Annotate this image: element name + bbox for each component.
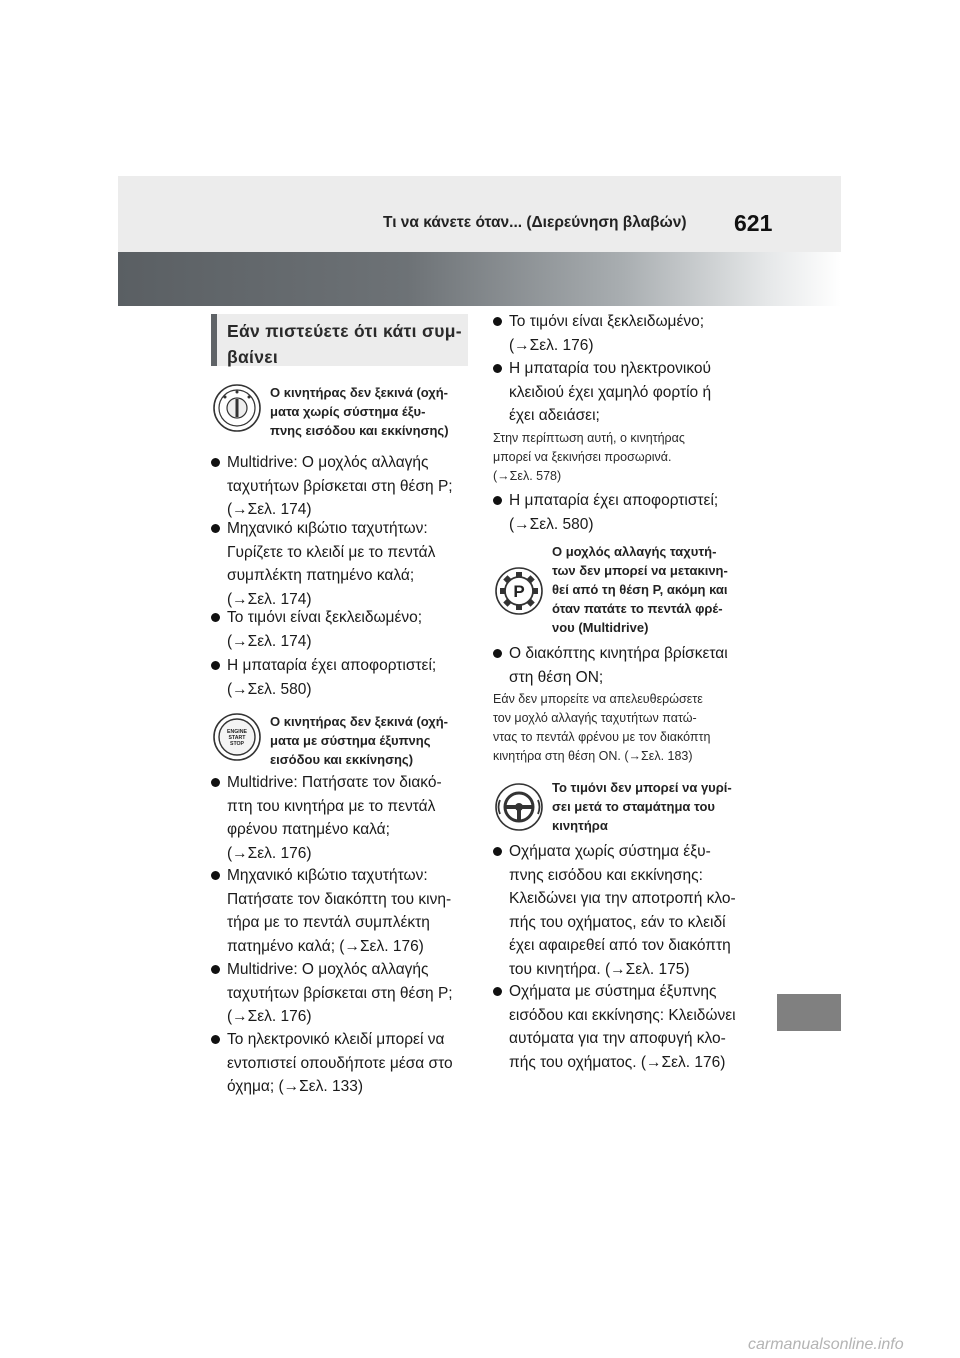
bullet-icon [493,847,502,856]
item-line: Μηχανικό κιβώτιο ταχυτήτων: [227,520,428,537]
item-line: Multidrive: Ο μοχλός αλλαγής [227,961,429,978]
item-line: ταχυτήτων βρίσκεται στη θέση P; [227,984,453,1002]
item-line: (→Σελ. 176) [227,1008,312,1025]
subheading-line: σει μετά το σταμάτημα του [552,799,715,814]
item-line: (→Σελ. 174) [227,590,312,608]
note-line: ντας το πεντάλ φρένου με τον διακόπτη [493,730,711,744]
item-line: Οχήματα χωρίς σύστημα έξυ- [509,843,711,860]
item-line: Η μπαταρία έχει αποφορτιστεί; [509,492,719,509]
item-line: (→Σελ. 176) [227,844,312,862]
item-line: αυτόματα για την αποφυγή κλο- [509,1030,726,1047]
note-line: μπορεί να ξεκινήσει προσωρινά. [493,450,672,464]
subheading-line: Ο κινητήρας δεν ξεκινά (οχή- [270,714,449,729]
section-heading-line2: βαίνει [227,347,279,367]
note-line: τον μοχλό αλλαγής ταχυτήτων πατώ- [493,711,697,725]
bullet-icon [211,965,220,974]
note-text [493,690,710,766]
gear-p-icon [494,566,544,616]
item-line: εισόδου και εκκίνησης: Κλειδώνει [509,1006,736,1024]
item-line: Η μπαταρία του ηλεκτρονικού [509,360,712,377]
subheading-line: όταν πατάτε το πεντάλ φρέ- [552,601,723,616]
item-line: έχει αφαιρεθεί από τον διακόπτη [509,937,731,954]
item-line: όχημα; (→Σελ. 133) [227,1078,364,1095]
bullet-icon [211,1035,220,1044]
button-text-start: START [228,735,246,741]
item-line: Multidrive: Πατήσατε τον διακό- [227,774,442,791]
item-line: πής του οχήματος, εάν το κλειδί [509,913,726,931]
item-line: Γυρίζετε το κλειδί με το πεντάλ [227,543,436,561]
subheading-steering-lock [494,778,759,838]
subheading-line: Ο μοχλός αλλαγής ταχυτή- [552,544,717,559]
item-line: Μηχανικό κιβώτιο ταχυτήτων: [227,867,428,884]
item-line: συμπλέκτη πατημένο καλά; [227,567,415,584]
subheading-line: πνης εισόδου και εκκίνησης) [270,423,449,438]
bullet-icon [493,649,502,658]
item-line: Το τιμόνι είναι ξεκλειδωμένο; [509,313,705,330]
item-line: (→Σελ. 176) [509,336,594,354]
note-line: (→Σελ. 578) [493,469,562,483]
item-line: Το ηλεκτρονικό κλειδί μπορεί να [227,1031,445,1048]
item-line: (→Σελ. 580) [509,515,594,533]
item-line: ταχυτήτων βρίσκεται στη θέση P; [227,477,453,495]
engine-start-stop-button-icon [212,712,262,762]
bullet-icon [211,458,220,467]
item-line: Κλειδώνει για την αποτροπή κλο- [509,890,736,907]
item-line: Οχήματα με σύστημα έξυπνης [509,983,717,1000]
note-line: Εάν δεν μπορείτε να απελευθερώσετε [493,692,703,706]
item-line: Πατήσατε τον διακόπτη του κινη- [227,890,452,908]
subheading-line: ματα χωρίς σύστημα έξυ- [270,404,426,419]
button-text-engine: ENGINE [227,729,247,735]
subheading-no-start-smart [212,712,472,772]
item-line: πτη του κινητήρα με το πεντάλ [227,797,436,815]
subheading-line: εισόδου και εκκίνησης) [270,752,414,767]
item-line: τήρα με το πεντάλ συμπλέκτη [227,914,430,931]
item-line: του κινητήρα. (→Σελ. 175) [509,960,690,978]
item-line: Η μπαταρία έχει αποφορτιστεί; [227,657,437,674]
item-line: στη θέση ON; [509,668,604,686]
section-heading-line1: Εάν πιστεύετε ότι κάτι συμ- [227,321,462,341]
note-line: Στην περίπτωση αυτή, ο κινητήρας [493,431,685,445]
subheading-line: θεί από τη θέση P, ακόμη και [552,582,728,597]
item-line: Multidrive: Ο μοχλός αλλαγής [227,454,429,471]
item-line: Ο διακόπτης κινητήρα βρίσκεται [509,645,728,662]
bullet-icon [493,987,502,996]
item-line: πατημένο καλά; (→Σελ. 176) [227,937,424,955]
subheading-shift-lever [494,542,759,642]
bullet-icon [211,661,220,670]
page-number: 621 [734,210,773,236]
item-line: (→Σελ. 174) [227,501,312,518]
gradient-bar [118,252,841,306]
item-line: (→Σελ. 580) [227,680,312,698]
bullet-icon [493,317,502,326]
ignition-key-switch-icon [212,383,262,433]
note-text [493,429,685,486]
chapter-title: Τι να κάνετε όταν... (Διερεύνηση βλαβών) [383,214,687,231]
subheading-line: ματα με σύστημα έξυπνης [270,733,431,748]
bullet-icon [211,524,220,533]
item-line: εντοπιστεί οπουδήποτε μέσα στο [227,1054,453,1072]
section-heading [211,314,468,366]
item-line: κλειδιού έχει χαμηλό φορτίο ή [509,383,712,401]
subheading-line: των δεν μπορεί να μετακινη- [552,563,728,578]
item-line: φρένου πατημένο καλά; [227,821,390,838]
steering-lock-icon [494,782,544,832]
button-text-stop: STOP [229,741,245,747]
subheading-line: κινητήρα [552,818,608,833]
subheading-no-start-key [212,383,472,443]
item-line: πής του οχήματος. (→Σελ. 176) [509,1053,726,1071]
bullet-icon [211,871,220,880]
item-line: (→Σελ. 174) [227,632,312,650]
bullet-icon [493,364,502,373]
item-line: πνης εισόδου και εκκίνησης: [509,866,703,884]
bullet-icon [211,613,220,622]
item-line: Το τιμόνι είναι ξεκλειδωμένο; [227,609,423,626]
subheading-line: Το τιμόνι δεν μπορεί να γυρί- [552,780,732,795]
subheading-line: νου (Multidrive) [552,620,649,635]
watermark: carmanualsonline.info [748,1336,904,1353]
gear-p-letter: P [513,582,525,601]
bullet-icon [211,778,220,787]
chapter-side-tab [777,994,841,1031]
item-line: έχει αδειάσει; [509,407,600,424]
note-line: κινητήρα στη θέση ON. (→Σελ. 183) [493,749,693,763]
bullet-icon [493,496,502,505]
subheading-line: Ο κινητήρας δεν ξεκινά (οχή- [270,385,449,400]
